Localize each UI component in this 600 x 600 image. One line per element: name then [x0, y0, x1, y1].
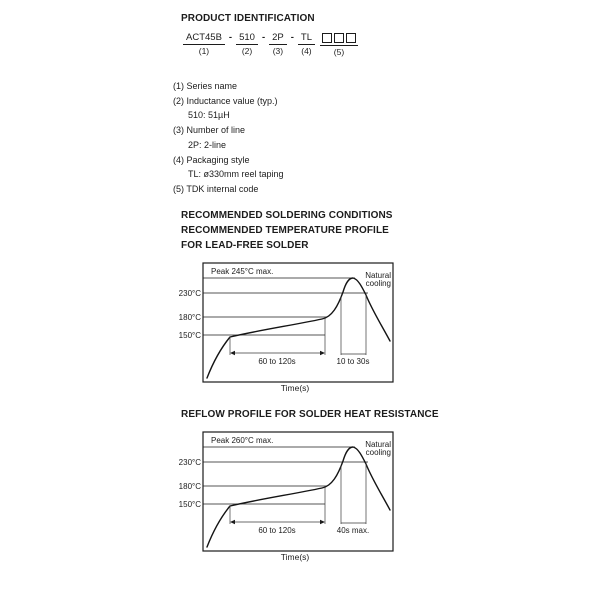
x-axis-label: Time(s): [280, 383, 310, 393]
peak-label: Peak 245°C max.: [211, 267, 274, 276]
peak-label: Peak 260°C max.: [211, 436, 274, 445]
natural-cooling-label: cooling: [365, 448, 391, 457]
part-segment-inductance: [236, 32, 258, 56]
part-code-packaging: TL: [298, 32, 315, 45]
heat-resistance-profile-chart: [172, 425, 402, 565]
part-segment-internal-code: [320, 32, 358, 57]
legend-subitem: TL: ø330mm reel taping: [188, 169, 284, 180]
part-ref-4: (4): [301, 46, 312, 56]
arrowhead-right: [320, 520, 325, 524]
y-tick-label: 230°C: [178, 289, 201, 298]
natural-cooling-label: Natural: [365, 440, 391, 449]
part-separator: -: [228, 32, 233, 43]
part-ref-3: (3): [272, 46, 284, 56]
code-box: [346, 33, 356, 43]
part-segment-series: [183, 32, 225, 56]
part-code-inductance: 510: [236, 32, 258, 45]
reflow-section-heading: REFLOW PROFILE FOR SOLDER HEAT RESISTANCE: [181, 409, 439, 420]
part-ref-2: (2): [241, 46, 253, 56]
part-ref-1: (1): [198, 46, 210, 56]
page-title: PRODUCT IDENTIFICATION: [181, 13, 315, 24]
section-heading-line: RECOMMENDED SOLDERING CONDITIONS: [181, 210, 393, 221]
soldering-section-heading: [181, 208, 393, 253]
natural-cooling-label: Natural: [365, 271, 391, 280]
arrowhead-left: [230, 520, 235, 524]
peak-window-label: 40s max.: [336, 526, 370, 535]
part-code-series: ACT45B: [183, 32, 225, 45]
arrowhead-left: [230, 351, 235, 355]
part-number-legend: [173, 79, 284, 197]
y-tick-label: 230°C: [178, 458, 201, 467]
arrowhead-right: [320, 351, 325, 355]
internal-code-boxes: [320, 32, 358, 46]
legend-item: (2) Inductance value (typ.): [173, 95, 278, 106]
preheat-duration-label: 60 to 120s: [258, 526, 296, 535]
legend-item: (1) Series name: [173, 81, 238, 91]
part-segment-packaging: [298, 32, 315, 56]
legend-item: (5) TDK internal code: [173, 183, 259, 194]
section-heading-line: RECOMMENDED TEMPERATURE PROFILE: [181, 225, 389, 236]
y-tick-label: 180°C: [178, 313, 201, 322]
part-segment-lines: [269, 32, 287, 56]
part-code-lines: 2P: [269, 32, 287, 45]
legend-item: (3) Number of line: [173, 125, 246, 136]
legend-item: (4) Packaging style: [173, 154, 250, 165]
y-tick-label: 150°C: [178, 500, 201, 509]
code-box: [322, 33, 332, 43]
x-axis-label: Time(s): [280, 552, 310, 562]
y-tick-label: 150°C: [178, 331, 201, 340]
legend-subitem: 510: 51µH: [188, 110, 230, 121]
code-box: [334, 33, 344, 43]
part-separator: -: [290, 32, 294, 43]
preheat-duration-label: 60 to 120s: [258, 357, 296, 366]
lead-free-profile-chart: [172, 256, 402, 396]
peak-window-label: 10 to 30s: [336, 357, 370, 366]
part-number-row: [182, 32, 359, 57]
natural-cooling-label: cooling: [365, 279, 391, 288]
y-tick-label: 180°C: [178, 482, 201, 491]
legend-subitem: 2P: 2-line: [188, 139, 227, 150]
section-heading-line: FOR LEAD-FREE SOLDER: [181, 240, 309, 251]
part-ref-5: (5): [333, 47, 345, 57]
part-separator: -: [261, 32, 266, 43]
